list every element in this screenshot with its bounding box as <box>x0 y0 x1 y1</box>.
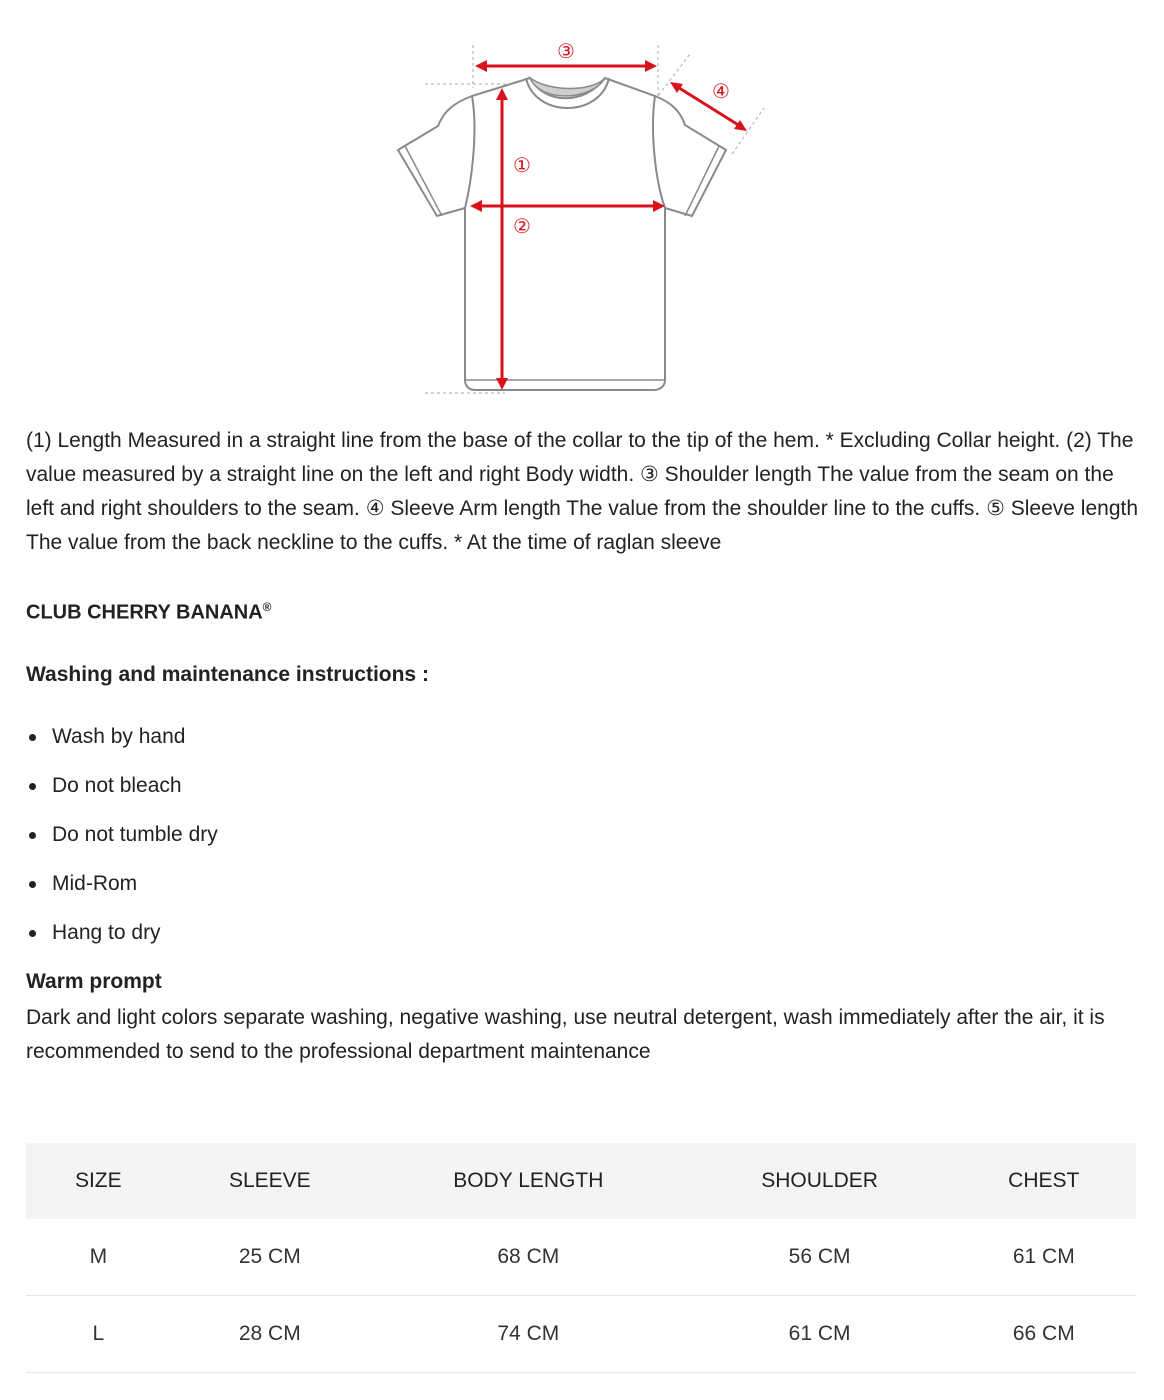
measurement-notes: (1) Length Measured in a straight line from the base of the collar to the tip of the hem. * Excluding Collar height. (2) The value measured by a straight line on the left and right Body width. ③ Shoulder length The value from the seam on the left and right shoulders to the seam. ④ Sleeve Arm length The value from the shoulder line to the cuffs. ⑤ Sleeve length The value from the back neckline to the cuffs. * At the time of raglan sleeve <box>26 429 1139 554</box>
header-chest: CHEST <box>952 1143 1136 1219</box>
brand-text: CLUB CHERRY BANANA <box>26 601 263 624</box>
header-sleeve: SLEEVE <box>171 1143 369 1219</box>
tshirt-measurement-diagram <box>380 30 780 410</box>
size-table <box>26 1143 1136 1373</box>
cell-sleeve: 25 CM <box>171 1219 369 1296</box>
bullet-icon <box>29 734 36 741</box>
header-shoulder: SHOULDER <box>688 1143 952 1219</box>
bullet-icon <box>29 783 36 790</box>
tshirt-diagram-svg <box>380 30 780 410</box>
cell-size: L <box>26 1296 171 1373</box>
cell-sleeve: 28 CM <box>171 1296 369 1373</box>
bullet-icon <box>29 881 36 888</box>
marker-3: ③ <box>557 39 575 63</box>
table-row <box>26 1219 1136 1296</box>
list-item-text: Do not tumble dry <box>52 822 218 846</box>
tshirt-outline <box>398 78 726 390</box>
cell-shoulder: 61 CM <box>688 1296 952 1373</box>
cell-chest: 66 CM <box>952 1296 1136 1373</box>
marker-4: ④ <box>712 79 730 103</box>
list-item <box>26 869 1138 899</box>
marker-1: ① <box>513 153 531 177</box>
bullet-icon <box>29 930 36 937</box>
washing-instructions-list <box>26 722 1138 948</box>
table-row <box>26 1296 1136 1373</box>
product-description <box>26 424 1138 1069</box>
list-item-text: Do not bleach <box>52 773 182 797</box>
sleeve-arrow <box>676 86 740 126</box>
registered-mark: ® <box>262 600 272 614</box>
list-item <box>26 722 1138 752</box>
list-item <box>26 918 1138 948</box>
washing-instructions-title: Washing and maintenance instructions : <box>26 662 429 686</box>
list-item-text: Mid-Rom <box>52 871 138 895</box>
cell-body-length: 74 CM <box>369 1296 688 1373</box>
bullet-icon <box>29 832 36 839</box>
list-item <box>26 771 1138 801</box>
list-item <box>26 820 1138 850</box>
header-size: SIZE <box>26 1143 171 1219</box>
marker-2: ② <box>513 214 531 238</box>
list-item-text: Hang to dry <box>52 920 161 944</box>
warm-prompt-text: Dark and light colors separate washing, negative washing, use neutral detergent, wash immediately after the air, it is recommended to send to the professional department maintenance <box>26 1005 1105 1063</box>
list-item-text: Wash by hand <box>52 724 186 748</box>
table-header-row <box>26 1143 1136 1219</box>
cell-size: M <box>26 1219 171 1296</box>
cell-chest: 61 CM <box>952 1219 1136 1296</box>
brand-name <box>26 592 1138 628</box>
warm-prompt-title: Warm prompt <box>26 969 162 993</box>
cell-shoulder: 56 CM <box>688 1219 952 1296</box>
cell-body-length: 68 CM <box>369 1219 688 1296</box>
header-body-length: BODY LENGTH <box>369 1143 688 1219</box>
